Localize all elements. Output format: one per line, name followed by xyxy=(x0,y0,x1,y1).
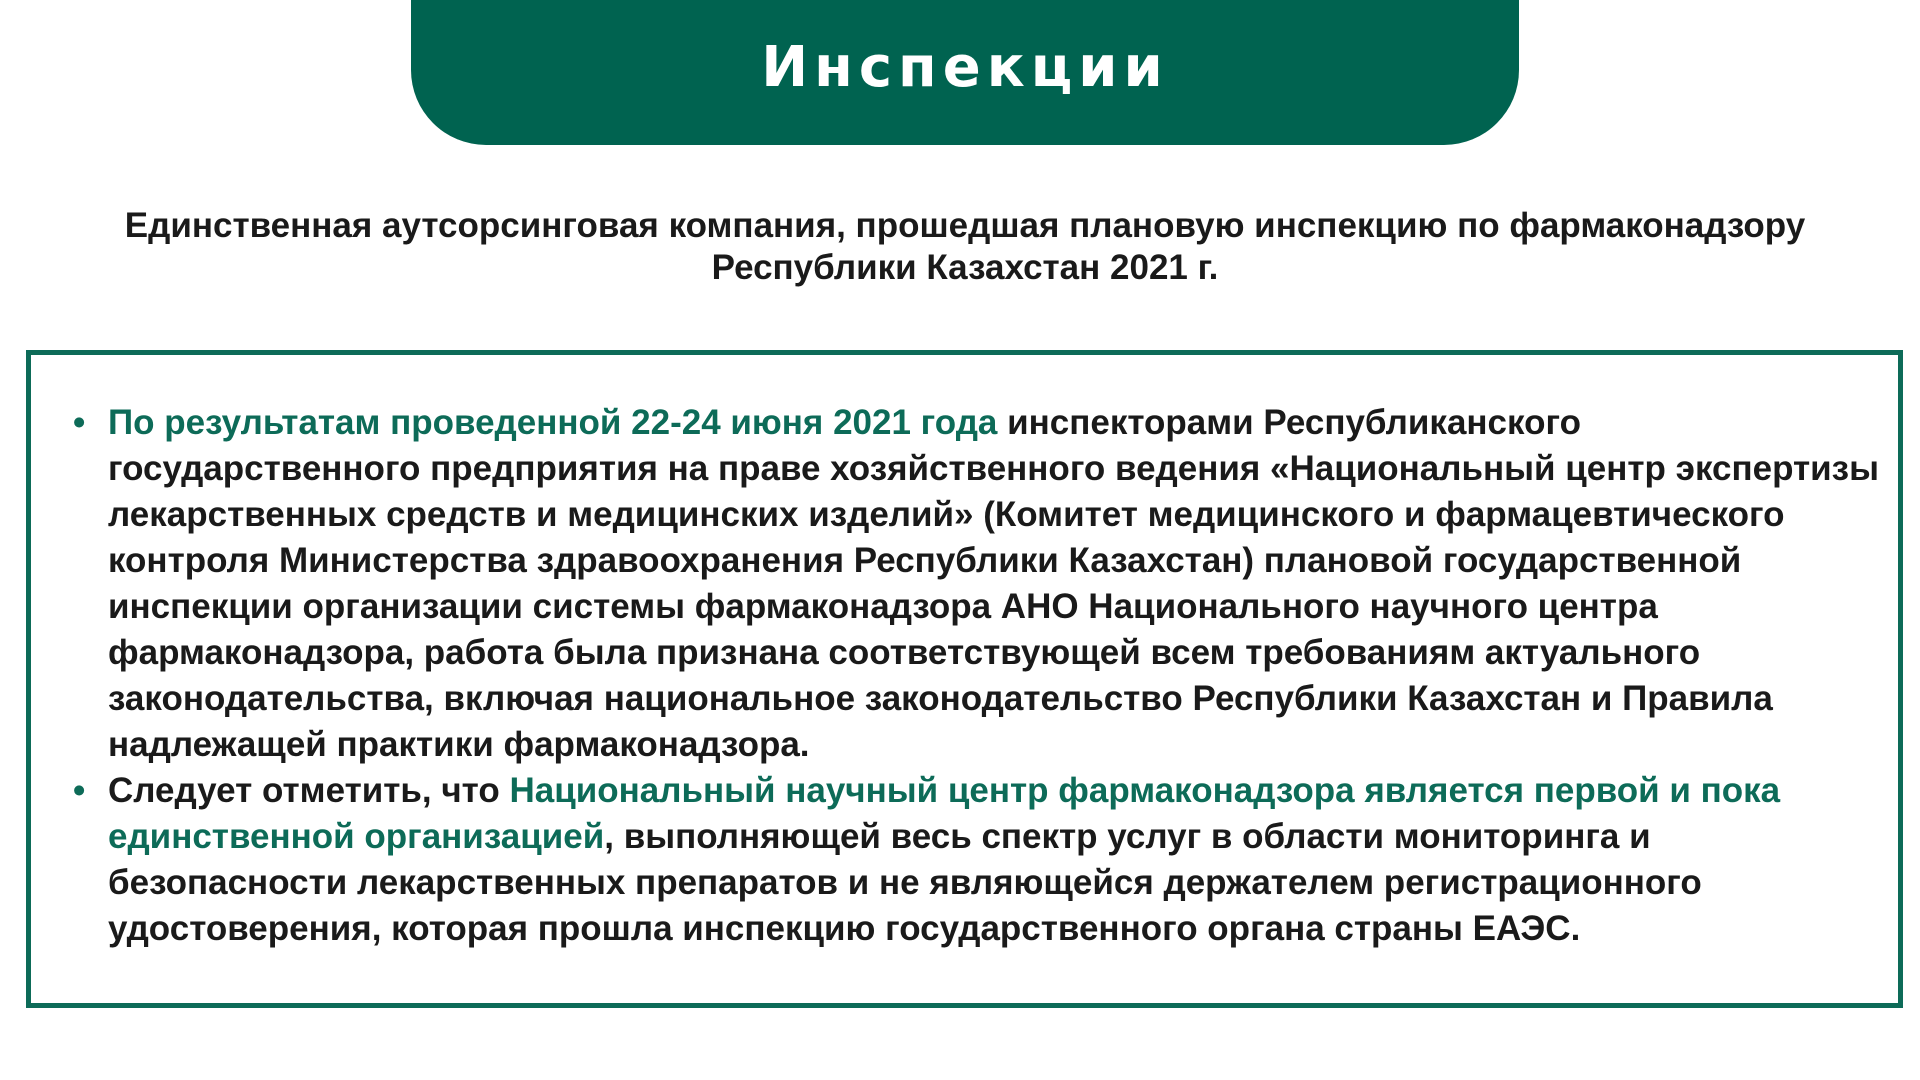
subtitle-line-1: Единственная аутсорсинговая компания, прошедшая плановую инспекцию по фармаконадзору xyxy=(124,206,1806,245)
bullet-2-text: , выполняющей весь спектр услуг в области мониторинга и безопасности лекарственных препаратов и не являющейся держателем регистрационного удостоверения, которая прошла инспекцию государственного органа страны ЕАЭС. xyxy=(108,817,1702,948)
bullet-1-text: инспекторами Республиканского государственного предприятия на праве хозяйственного ведения «Национальный центр экспертизы лекарственных средств и медицинских изделий» (Комитет медицинского и фармацевтического контроля Министерства здравоохранения Республики Казахстан) плановой государственной инспекции организации системы фармаконадзора АНО Национального научного центра фармаконадзора, работа была признана соответствующей всем требованиям актуального законодательства, включая национальное законодательство Республики Казахстан и Правила надлежащей практики фармаконадзора. xyxy=(108,403,1879,764)
subtitle-line-2: Республики Казахстан 2021 г. xyxy=(711,248,1219,287)
bullet-dot-icon: • xyxy=(73,403,86,442)
bullet-item-1 xyxy=(69,400,1899,768)
bullet-1-highlight: По результатам проведенной 22-24 июня 2021 года xyxy=(108,403,998,442)
bullet-2-highlight: Национальный научный центр фармаконадзора является первой и пока единственной организацией xyxy=(108,771,1781,856)
content-box xyxy=(26,350,1903,1008)
title-banner xyxy=(411,0,1519,145)
bullet-list xyxy=(69,400,1899,952)
bullet-item-2 xyxy=(69,768,1899,952)
subtitle xyxy=(60,205,1870,289)
bullet-dot-icon: • xyxy=(73,771,86,810)
page-title: Инспекции xyxy=(761,35,1169,100)
bullet-2-prefix: Следует отметить, что xyxy=(108,771,510,810)
